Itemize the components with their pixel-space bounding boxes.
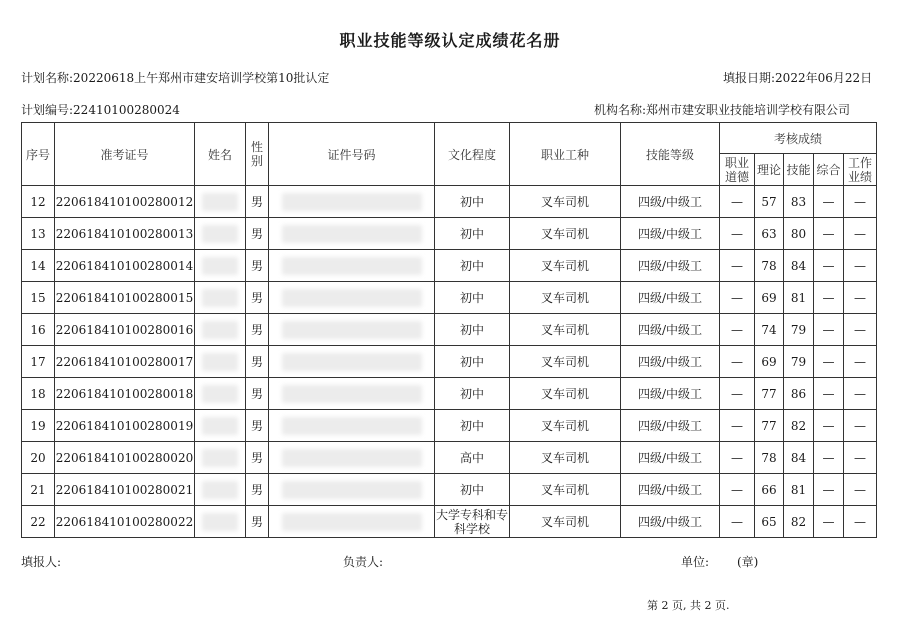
row-ticket: 220618410100280021 [55,474,195,506]
row-education: 初中 [435,218,510,250]
redacted-id-number [282,417,422,435]
row-occupation: 叉车司机 [510,410,621,442]
row-education: 高中 [435,442,510,474]
row-name [195,346,246,378]
row-ticket: 220618410100280013 [55,218,195,250]
row-id-no [269,282,435,314]
row-theory: 63 [755,218,784,250]
row-ethics: — [720,378,755,410]
redacted-name [202,353,238,371]
row-id-no [269,378,435,410]
row-work: — [844,442,877,474]
row-skill: 86 [784,378,814,410]
row-theory: 57 [755,186,784,218]
redacted-name [202,289,238,307]
row-work: — [844,378,877,410]
row-work: — [844,314,877,346]
redacted-id-number [282,353,422,371]
redacted-name [202,193,238,211]
redacted-id-number [282,225,422,243]
row-ticket: 220618410100280018 [55,378,195,410]
row-id-no [269,474,435,506]
row-theory: 66 [755,474,784,506]
row-gender: 男 [246,186,269,218]
row-skill: 79 [784,314,814,346]
row-name [195,314,246,346]
row-id-no [269,506,435,538]
row-level: 四级/中级工 [621,282,720,314]
row-theory: 65 [755,506,784,538]
plan-no-label: 计划编号: [21,103,74,117]
header-skill: 技能 [784,154,814,186]
redacted-id-number [282,193,422,211]
row-work: — [844,282,877,314]
row-education: 初中 [435,250,510,282]
row-theory: 77 [755,410,784,442]
row-id-no [269,346,435,378]
row-ticket: 220618410100280019 [55,410,195,442]
row-gender: 男 [246,474,269,506]
row-gender: 男 [246,442,269,474]
row-skill: 81 [784,474,814,506]
row-seq: 16 [22,314,55,346]
row-overall: — [814,186,844,218]
row-occupation: 叉车司机 [510,378,621,410]
redacted-name [202,513,238,531]
row-occupation: 叉车司机 [510,442,621,474]
row-seq: 21 [22,474,55,506]
org-name-value: 郑州市建安职业技能培训学校有限公司 [646,103,851,117]
redacted-name [202,225,238,243]
row-education: 初中 [435,314,510,346]
row-work: — [844,410,877,442]
row-name [195,442,246,474]
header-work: 工作业绩 [844,154,877,186]
row-ticket: 220618410100280016 [55,314,195,346]
row-level: 四级/中级工 [621,474,720,506]
row-theory: 78 [755,250,784,282]
redacted-name [202,257,238,275]
row-seq: 20 [22,442,55,474]
row-id-no [269,250,435,282]
row-ethics: — [720,506,755,538]
row-seq: 17 [22,346,55,378]
row-level: 四级/中级工 [621,442,720,474]
row-gender: 男 [246,314,269,346]
table-row [22,506,877,538]
row-gender: 男 [246,218,269,250]
row-ethics: — [720,442,755,474]
row-theory: 78 [755,442,784,474]
row-skill: 82 [784,410,814,442]
row-ticket: 220618410100280015 [55,282,195,314]
row-occupation: 叉车司机 [510,474,621,506]
redacted-name [202,449,238,467]
table-row [22,186,877,218]
report-date-value: 2022年06月22日 [775,71,873,85]
org-name-label: 机构名称: [594,103,647,117]
row-overall: — [814,506,844,538]
row-gender: 男 [246,506,269,538]
row-skill: 84 [784,442,814,474]
report-date-label: 填报日期: [723,71,776,85]
header-level: 技能等级 [621,123,720,186]
redacted-id-number [282,449,422,467]
row-skill: 81 [784,282,814,314]
header-seq: 序号 [22,123,55,186]
row-skill: 82 [784,506,814,538]
row-skill: 83 [784,186,814,218]
row-work: — [844,474,877,506]
row-occupation: 叉车司机 [510,346,621,378]
row-education: 初中 [435,346,510,378]
plan-no-value: 22410100280024 [73,103,180,117]
header-name: 姓名 [195,123,246,186]
row-occupation: 叉车司机 [510,186,621,218]
row-gender: 男 [246,410,269,442]
row-occupation: 叉车司机 [510,314,621,346]
row-ticket: 220618410100280014 [55,250,195,282]
table-row [22,282,877,314]
row-education: 初中 [435,282,510,314]
row-ethics: — [720,474,755,506]
redacted-id-number [282,513,422,531]
redacted-name [202,417,238,435]
row-seq: 14 [22,250,55,282]
row-ethics: — [720,218,755,250]
row-level: 四级/中级工 [621,410,720,442]
row-level: 四级/中级工 [621,378,720,410]
row-theory: 74 [755,314,784,346]
row-seq: 19 [22,410,55,442]
plan-name-line [21,69,329,86]
document-title: 职业技能等级认定成绩花名册 [339,31,561,50]
row-ticket: 220618410100280017 [55,346,195,378]
row-level: 四级/中级工 [621,186,720,218]
row-ethics: — [720,186,755,218]
row-occupation: 叉车司机 [510,506,621,538]
table-row [22,474,877,506]
table-row [22,346,877,378]
row-id-no [269,410,435,442]
table-row [22,250,877,282]
row-education: 初中 [435,474,510,506]
row-skill: 80 [784,218,814,250]
row-id-no [269,442,435,474]
row-name [195,410,246,442]
row-overall: — [814,378,844,410]
row-id-no [269,186,435,218]
header-ticket: 准考证号 [55,123,195,186]
row-gender: 男 [246,282,269,314]
row-occupation: 叉车司机 [510,218,621,250]
row-education: 初中 [435,378,510,410]
row-education: 初中 [435,410,510,442]
row-level: 四级/中级工 [621,346,720,378]
row-theory: 69 [755,282,784,314]
row-name [195,506,246,538]
row-work: — [844,186,877,218]
header-overall: 综合 [814,154,844,186]
row-theory: 69 [755,346,784,378]
table-row [22,378,877,410]
table-row [22,410,877,442]
row-overall: — [814,282,844,314]
responsible-label: 负责人: [343,555,384,569]
row-ticket: 220618410100280022 [55,506,195,538]
row-overall: — [814,346,844,378]
row-seq: 12 [22,186,55,218]
row-level: 四级/中级工 [621,218,720,250]
row-overall: — [814,218,844,250]
row-gender: 男 [246,250,269,282]
header-theory: 理论 [755,154,784,186]
row-overall: — [814,442,844,474]
row-id-no [269,314,435,346]
row-seq: 13 [22,218,55,250]
row-name [195,250,246,282]
filler-label: 填报人: [21,555,62,569]
redacted-name [202,321,238,339]
header-ethics: 职业道德 [720,154,755,186]
row-ethics: — [720,314,755,346]
row-ethics: — [720,250,755,282]
row-name [195,474,246,506]
header-occupation: 职业工种 [510,123,621,186]
unit-label: 单位: [681,555,710,569]
row-ethics: — [720,346,755,378]
row-level: 四级/中级工 [621,250,720,282]
row-ethics: — [720,410,755,442]
row-level: 四级/中级工 [621,314,720,346]
table-row [22,314,877,346]
header-scores-group: 考核成绩 [720,123,877,154]
row-seq: 22 [22,506,55,538]
row-overall: — [814,250,844,282]
row-skill: 79 [784,346,814,378]
row-work: — [844,346,877,378]
row-work: — [844,218,877,250]
row-gender: 男 [246,346,269,378]
redacted-name [202,385,238,403]
plan-name-label: 计划名称: [21,71,74,85]
row-skill: 84 [784,250,814,282]
table-row [22,218,877,250]
redacted-id-number [282,481,422,499]
page-info: 第 2 页, 共 2 页. [647,599,730,612]
row-occupation: 叉车司机 [510,282,621,314]
row-ticket: 220618410100280012 [55,186,195,218]
row-occupation: 叉车司机 [510,250,621,282]
row-id-no [269,218,435,250]
table-row [22,442,877,474]
row-level: 四级/中级工 [621,506,720,538]
row-work: — [844,506,877,538]
header-education: 文化程度 [435,123,510,186]
row-name [195,218,246,250]
row-name [195,282,246,314]
redacted-name [202,481,238,499]
header-gender: 性别 [246,123,269,186]
row-overall: — [814,474,844,506]
org-name-line [594,101,850,118]
plan-name-value: 20220618上午郑州市建安培训学校第10批认定 [73,71,330,85]
row-overall: — [814,410,844,442]
row-name [195,186,246,218]
row-seq: 15 [22,282,55,314]
row-theory: 77 [755,378,784,410]
row-seq: 18 [22,378,55,410]
row-education: 大学专科和专科学校 [435,507,508,536]
row-ethics: — [720,282,755,314]
row-overall: — [814,314,844,346]
redacted-id-number [282,385,422,403]
header-id-no: 证件号码 [269,123,435,186]
redacted-id-number [282,321,422,339]
score-table [21,122,877,538]
row-education: 初中 [435,186,510,218]
row-ticket: 220618410100280020 [55,442,195,474]
redacted-id-number [282,289,422,307]
seal-text: (章) [737,555,759,569]
plan-no-line [21,101,180,118]
row-work: — [844,250,877,282]
row-name [195,378,246,410]
redacted-id-number [282,257,422,275]
report-date-line [723,69,872,86]
row-gender: 男 [246,378,269,410]
